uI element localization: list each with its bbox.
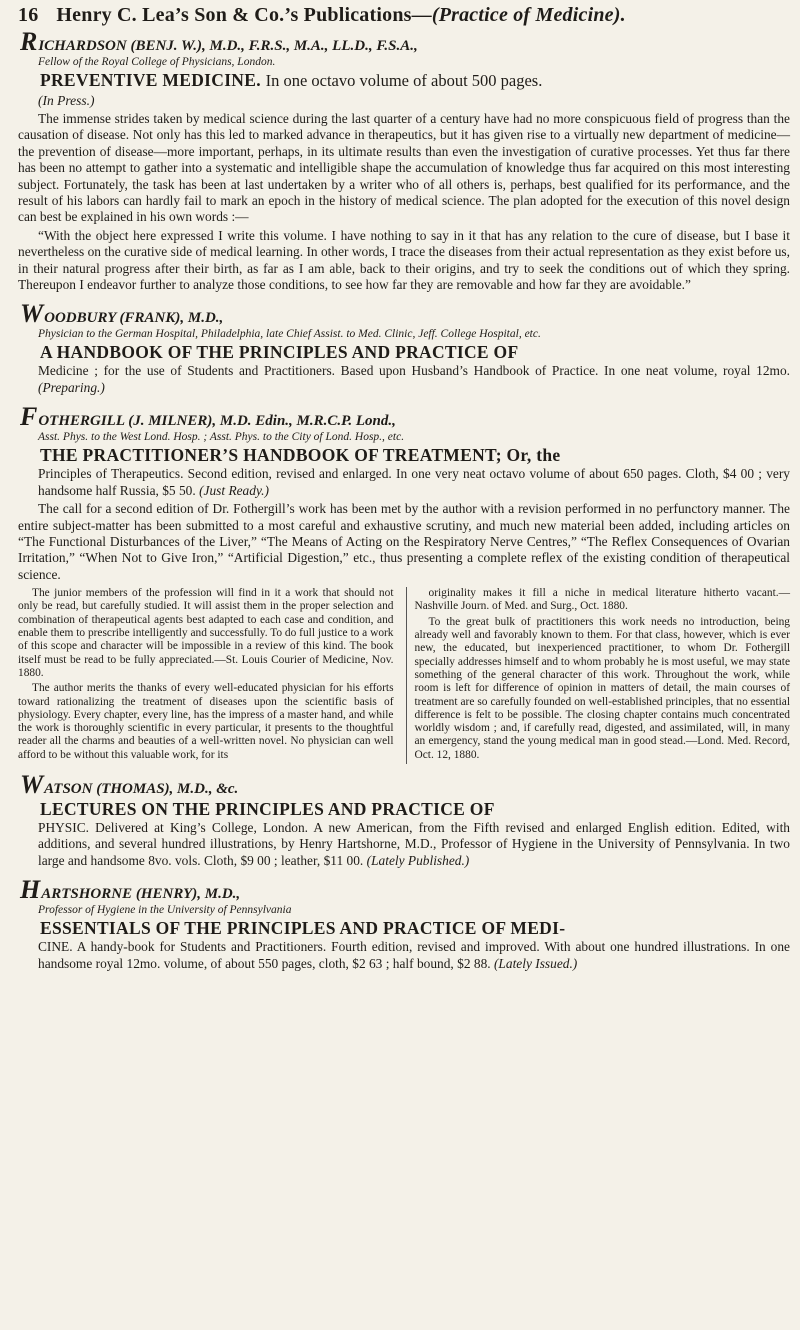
drop-initial: W: [20, 769, 44, 799]
entry-richardson: [18, 27, 790, 293]
entry-watson: [18, 769, 790, 869]
drop-initial: F: [20, 402, 38, 432]
publication-status: (Lately Issued.): [493, 955, 578, 971]
publication-status: (Just Ready.): [199, 482, 269, 498]
book-title: ESSENTIALS OF THE PRINCIPLES AND PRACTICE OF MEDI-: [40, 918, 566, 939]
author-line: [20, 769, 790, 799]
review-quote: The junior members of the profession will find in it a work that should not only be read, but carefully studied. It will assist them in the proper selection and combination of therapeutical agents best adapted to each case and condition, and enable them to prescribe intelligently and successfully. To do full justice to a work of this scope and character will be impossible in a review of this kind. The book itself must be read to be fully appreciated.—St. Louis Courier of Medicine, Nov. 1880.: [18, 587, 394, 679]
author-name: ARTSHORNE (HENRY), M.D.,: [41, 886, 241, 903]
book-title-main: PREVENTIVE MEDICINE.: [40, 70, 261, 90]
book-description-text: Medicine ; for the use of Students and Practitioners. Based upon Husband’s Handbook of Practice. In one neat volume, royal 12mo.: [38, 363, 790, 379]
book-description-text: Principles of Therapeutics. Second edition, revised and enlarged. In one very neat octavo volume of about 650 pages. Cloth, $4 00 ; very handsome half Russia, $5 50.: [38, 466, 790, 498]
author-quote: “With the object here expressed I write this volume. I have nothing to say in it that has any relation to the cure of disease, but I base it nevertheless on the curative side of medical learning. In other words, I trace the diseases from their actual representation as they exist before us, in their natural progress after their birth, as far as I am able, back to their origins, and try to seek the conditions out of which they spring. Thereupon I endeavor further to analyze those conditions, to see how far they are removable and how far they are avoidable.”: [18, 227, 790, 293]
publication-status: (In Press.): [38, 93, 95, 108]
review-column-right: [406, 587, 791, 764]
entry-hartshorne: [18, 875, 790, 972]
author-line: [20, 27, 790, 56]
author-name: OODBURY (FRANK), M.D.,: [44, 310, 224, 327]
author-name: ICHARDSON (BENJ. W.), M.D., F.R.S., M.A., LL.D., F.S.A.,: [38, 38, 418, 54]
description-paragraph: The call for a second edition of Dr. Fothergill’s work has been met by the author with a revision performed in no perfunctory manner. The entire subject-matter has been submitted to a most careful and exhaustive scrutiny, and much new material been added, including articles on “The Functional Disturbances of the Liver,” “The Means of Acting on the Respiratory Nerve Centres,” “The Reflex Consequences of Ovarian Irritation,” “When Not to Give Iron,” “Artificial Digestion,” etc., thus presenting a complete reflex of the existing condition of therapeutical science.: [18, 501, 790, 582]
author-affiliation: Physician to the German Hospital, Philadelphia, late Chief Assist. to Med. Clinic, Jeff. College Hospital, etc.: [38, 328, 541, 341]
catalog-page: [18, 4, 790, 986]
author-affiliation: Asst. Phys. to the West Lond. Hosp. ; Asst. Phys. to the City of Lond. Hosp., etc.: [38, 431, 405, 444]
review-column-left: [18, 587, 394, 764]
author-line: [20, 875, 790, 905]
entry-fothergill: [18, 402, 790, 764]
publisher-heading: Henry C. Lea’s Son & Co.’s Publications—: [56, 4, 432, 26]
book-description-text: PHYSIC. Delivered at King’s College, London. A new American, from the Fifth revised and enlarged English edition. Edited, with additions, and several hundred illustrations, by Henry Hartshorne, M.D., Professor of Hygiene in the University of Pennsylvania. In two large and handsome 8vo. vols. Cloth, $9 00 ; leather, $11 00.: [38, 819, 790, 868]
author-affiliation: Fellow of the Royal College of Physicians, London.: [38, 56, 276, 68]
book-title-rest: In one octavo volume of about 500 pages.: [265, 71, 543, 90]
drop-initial: H: [20, 875, 41, 905]
page-number: 16: [18, 4, 39, 26]
book-title: LECTURES ON THE PRINCIPLES AND PRACTICE OF: [40, 798, 495, 819]
author-name: ATSON (THOMAS), M.D., &c.: [44, 780, 239, 797]
review-quote: The author merits the thanks of every well-educated physician for his efforts toward rationalizing the treatment of diseases upon the scientific basis of physiology. Every chapter, every line, has the impress of a master hand, and while the work is thoroughly scientific in every particular, it presents to the thoughtful reader all the charms and beauties of a well-written novel. No physician can well afford to be without this valuable work, for its: [18, 682, 394, 761]
book-title: [40, 69, 790, 92]
description-paragraph: The immense strides taken by medical science during the last quarter of a century have had no more conspicuous field of progress than the causation of disease. Not only has this led to marked advance in therapeutics, but it has given rise to a virtually new department of medicine—the prevention of disease—more important, perhaps, in its ultimate results than even the investigation of curative processes. Yet thus far there has been no attempt to gather into a systematic and intelligible shape the accumulation of knowledge thus far acquired on this most interesting subject. Fortunately, the task has been at last undertaken by a writer who of all others is, perhaps, best qualified for its performance, and the result of his labors can hardly fail to mark an epoch in the history of medical science. The plan adopted for the execution of this novel design can best be explained in his own words :—: [18, 111, 790, 225]
press-reviews: [18, 587, 790, 764]
entry-woodbury: [18, 299, 790, 396]
book-title: A HANDBOOK OF THE PRINCIPLES AND PRACTICE OF: [40, 342, 519, 363]
book-description: [38, 466, 790, 499]
section-heading: (Practice of Medicine).: [431, 4, 626, 26]
review-quote: originality makes it fill a niche in medical literature hitherto vacant.—Nashville Journ. of Med. and Surg., Oct. 1880.: [414, 587, 790, 613]
publication-status: (Lately Published.): [366, 852, 470, 868]
publication-status: (Preparing.): [38, 379, 105, 395]
drop-initial: W: [20, 299, 44, 329]
author-affiliation: Professor of Hygiene in the University of Pennsylvania: [38, 904, 292, 917]
author-name: OTHERGILL (J. MILNER), M.D. Edin., M.R.C.P. Lond.,: [38, 413, 396, 430]
book-description: [38, 939, 790, 972]
page-header: [18, 4, 790, 27]
review-quote: To the great bulk of practitioners this work needs no introduction, being already well and favorably known to them. For that class, however, which is ever new, the educated, but inexperienced practitioner, to whom Dr. Fothergill specially addresses himself and to whom probably he is most useful, we may state something of the general character of this work. Throughout the work, while room is left for difference of opinion in matters of detail, the main courses of treatment are so carefully founded on well-established principles, that no essential difference is felt to be possible. The closing chapter contains much concentrated worldly wisdom ; and, if carefully read, digested, and assimilated, will, in many an emergency, stand the young medical man in good stead.—Lond. Med. Record, Oct. 12, 1880.: [414, 615, 790, 761]
book-title: THE PRACTITIONER’S HANDBOOK OF TREATMENT; Or, the: [40, 445, 561, 466]
drop-initial: R: [20, 27, 38, 56]
author-line: [20, 402, 790, 432]
author-line: [20, 299, 790, 329]
book-description: [38, 820, 790, 869]
book-description: [38, 363, 790, 396]
book-description-text: CINE. A handy-book for Students and Practitioners. Fourth edition, revised and improved. With about one hundred illustrations. In one handsome royal 12mo. volume, of about 550 pages, cloth, $2 63 ; half bound, $2 88.: [38, 939, 790, 971]
